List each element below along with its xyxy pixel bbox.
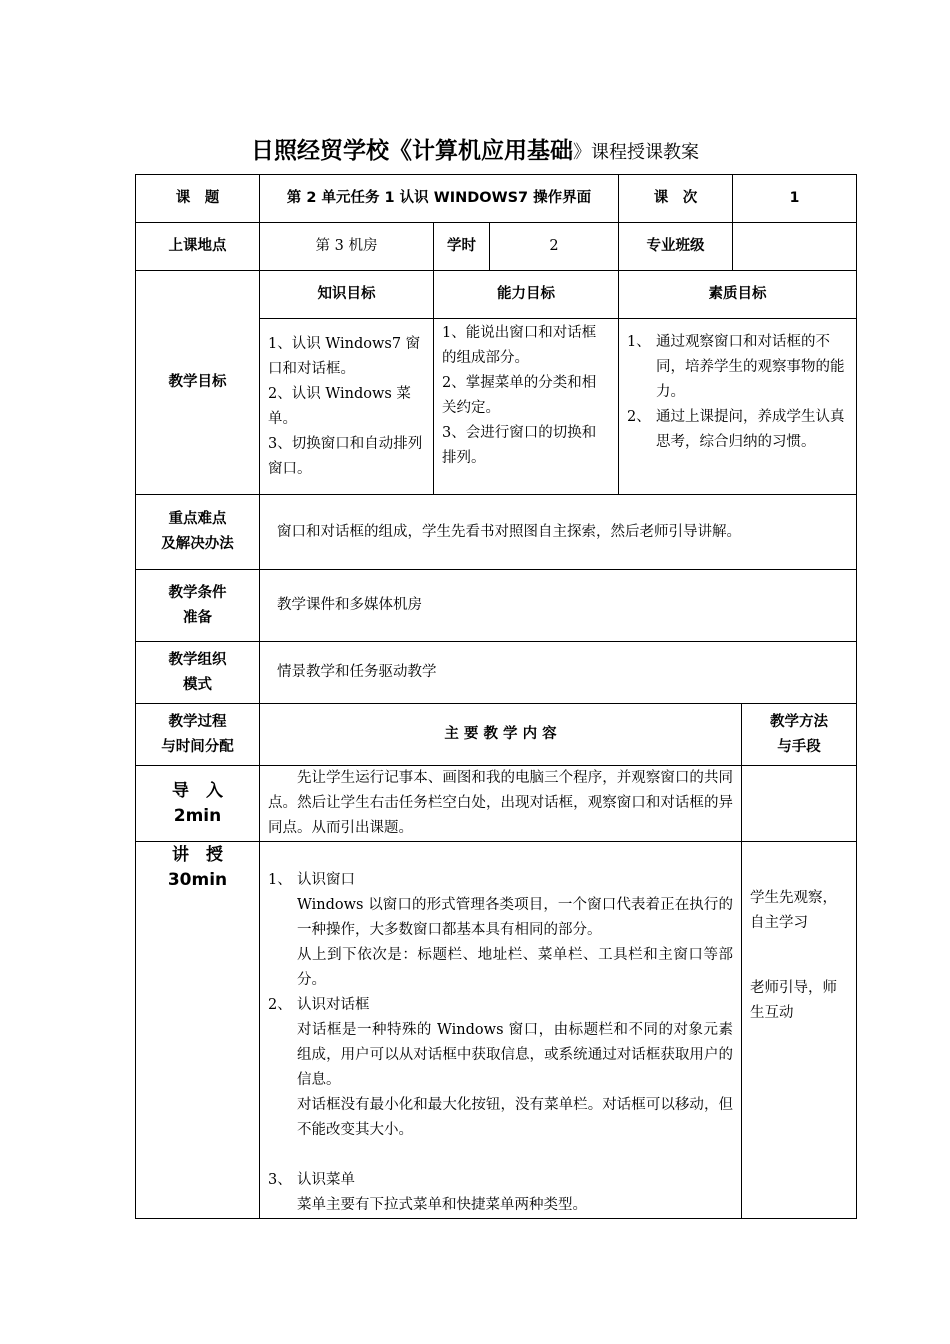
class-label: 专业班级 xyxy=(619,223,733,271)
knowledge-header: 知识目标 xyxy=(260,271,434,319)
process-label-line2: 与时间分配 xyxy=(161,738,234,755)
mode-value: 情景教学和任务驱动教学 xyxy=(260,642,857,704)
mode-row xyxy=(136,642,857,704)
key-points-label xyxy=(136,495,260,570)
method-note: 学生先观察，自主学习 xyxy=(750,890,837,931)
lecture-row xyxy=(136,842,857,1219)
lecture-label xyxy=(136,842,260,1219)
key-points-label-line1: 重点难点 xyxy=(168,511,227,527)
quality-goals xyxy=(619,319,857,495)
lecture-item-heading xyxy=(268,993,733,1018)
lesson-plan-table xyxy=(135,174,857,1219)
method-header-line2: 与手段 xyxy=(777,738,821,755)
quality-item-text: 通过上课提问，养成学生认真思考，综合归纳的习惯。 xyxy=(656,409,845,450)
method-note: 老师引导，师生互动 xyxy=(750,980,837,1021)
key-points-value: 窗口和对话框的组成，学生先看书对照图自主探索，然后老师引导讲解。 xyxy=(260,495,857,570)
conditions-value: 教学课件和多媒体机房 xyxy=(260,570,857,642)
location-row xyxy=(136,223,857,271)
quality-item xyxy=(627,330,848,405)
mode-label-line1: 教学组织 xyxy=(168,651,227,668)
ability-item: 3、会进行窗口的切换和排列。 xyxy=(442,425,597,466)
session-label: 课 次 xyxy=(619,175,733,223)
process-label xyxy=(136,704,260,766)
document-title xyxy=(0,132,950,165)
mode-label xyxy=(136,642,260,704)
lecture-item-title: 认识窗口 xyxy=(297,872,355,888)
ability-goals xyxy=(434,319,619,495)
mode-label-line2: 模式 xyxy=(183,676,212,693)
method-header-line1: 教学方法 xyxy=(770,713,828,730)
title-sub: 》课程授课教案 xyxy=(573,142,699,163)
lecture-item-num: 2、 xyxy=(268,997,292,1013)
process-label-line1: 教学过程 xyxy=(168,713,227,730)
location-label: 上课地点 xyxy=(136,223,260,271)
lecture-item-heading xyxy=(268,868,733,893)
intro-method xyxy=(742,766,857,842)
goal-header-row xyxy=(136,271,857,319)
lecture-paragraph: 菜单主要有下拉式菜单和快捷菜单两种类型。 xyxy=(297,1197,587,1213)
spacer xyxy=(750,936,848,976)
lecture-paragraph: 对话框没有最小化和最大化按钮，没有菜单栏。对话框可以移动，但不能改变其大小。 xyxy=(297,1097,733,1138)
method-header xyxy=(742,704,857,766)
lecture-paragraph: 对话框是一种特殊的 Windows 窗口，由标题栏和不同的对象元素组成，用户可以从对话框中获取信息，或系统通过对话框获取用户的信息。 xyxy=(297,1022,733,1088)
location-value: 第 3 机房 xyxy=(260,223,434,271)
hours-value: 2 xyxy=(490,223,619,271)
conditions-label xyxy=(136,570,260,642)
ability-item: 2、掌握菜单的分类和相关约定。 xyxy=(442,375,597,416)
lecture-paragraph: 从上到下依次是：标题栏、地址栏、菜单栏、工具栏和主窗口等部分。 xyxy=(297,947,733,988)
knowledge-goals xyxy=(260,319,434,495)
lecture-item-heading xyxy=(268,1168,733,1193)
quality-header: 素质目标 xyxy=(619,271,857,319)
hours-label: 学时 xyxy=(434,223,490,271)
knowledge-item: 1、认识 Windows7 窗口和对话框。 xyxy=(268,336,421,377)
quality-item-num: 1、 xyxy=(627,334,651,350)
lecture-paragraph: Windows 以窗口的形式管理各类项目，一个窗口代表着正在执行的一种操作，大多数窗口都基本具有相同的部分。 xyxy=(297,897,733,938)
conditions-label-line1: 教学条件 xyxy=(168,584,227,601)
intro-text: 先让学生运行记事本、画图和我的电脑三个程序，并观察窗口的共同点。然后让学生右击任务栏空白处，出现对话框，观察窗口和对话框的异同点。从而引出课题。 xyxy=(260,766,742,842)
content-header: 主 要 教 学 内 容 xyxy=(260,704,742,766)
ability-item: 1、能说出窗口和对话框的组成部分。 xyxy=(442,325,597,366)
process-header-row xyxy=(136,704,857,766)
intro-row xyxy=(136,766,857,842)
lecture-time: 30min xyxy=(167,870,228,890)
lecture-item-num: 1、 xyxy=(268,872,292,888)
lecture-content xyxy=(260,842,742,1219)
quality-item-num: 2、 xyxy=(627,409,651,425)
quality-item xyxy=(627,405,848,455)
goals-label: 教学目标 xyxy=(136,271,260,495)
conditions-row xyxy=(136,570,857,642)
knowledge-item: 2、认识 Windows 菜单。 xyxy=(268,386,411,427)
class-value xyxy=(733,223,857,271)
lecture-item-title: 认识菜单 xyxy=(297,1172,355,1188)
key-points-label-line2: 及解决办法 xyxy=(161,536,234,552)
intro-name: 导 入 xyxy=(172,781,223,801)
title-main: 日照经贸学校《计算机应用基础 xyxy=(251,138,573,164)
session-value: 1 xyxy=(733,175,857,223)
conditions-label-line2: 准备 xyxy=(183,609,212,626)
quality-item-text: 通过观察窗口和对话框的不同，培养学生的观察事物的能力。 xyxy=(656,334,845,400)
topic-row xyxy=(136,175,857,223)
spacer xyxy=(268,1143,733,1168)
ability-header: 能力目标 xyxy=(434,271,619,319)
intro-time: 2min xyxy=(173,806,222,826)
lecture-item-title: 认识对话框 xyxy=(297,997,370,1013)
intro-label xyxy=(136,766,260,842)
lecture-name: 讲 授 xyxy=(172,845,223,865)
lecture-item-num: 3、 xyxy=(268,1172,292,1188)
knowledge-item: 3、切换窗口和自动排列窗口。 xyxy=(268,436,423,477)
key-points-row xyxy=(136,495,857,570)
lecture-method xyxy=(742,842,857,1219)
topic-label: 课 题 xyxy=(136,175,260,223)
topic-value: 第 2 单元任务 1 认识 WINDOWS7 操作界面 xyxy=(260,175,619,223)
